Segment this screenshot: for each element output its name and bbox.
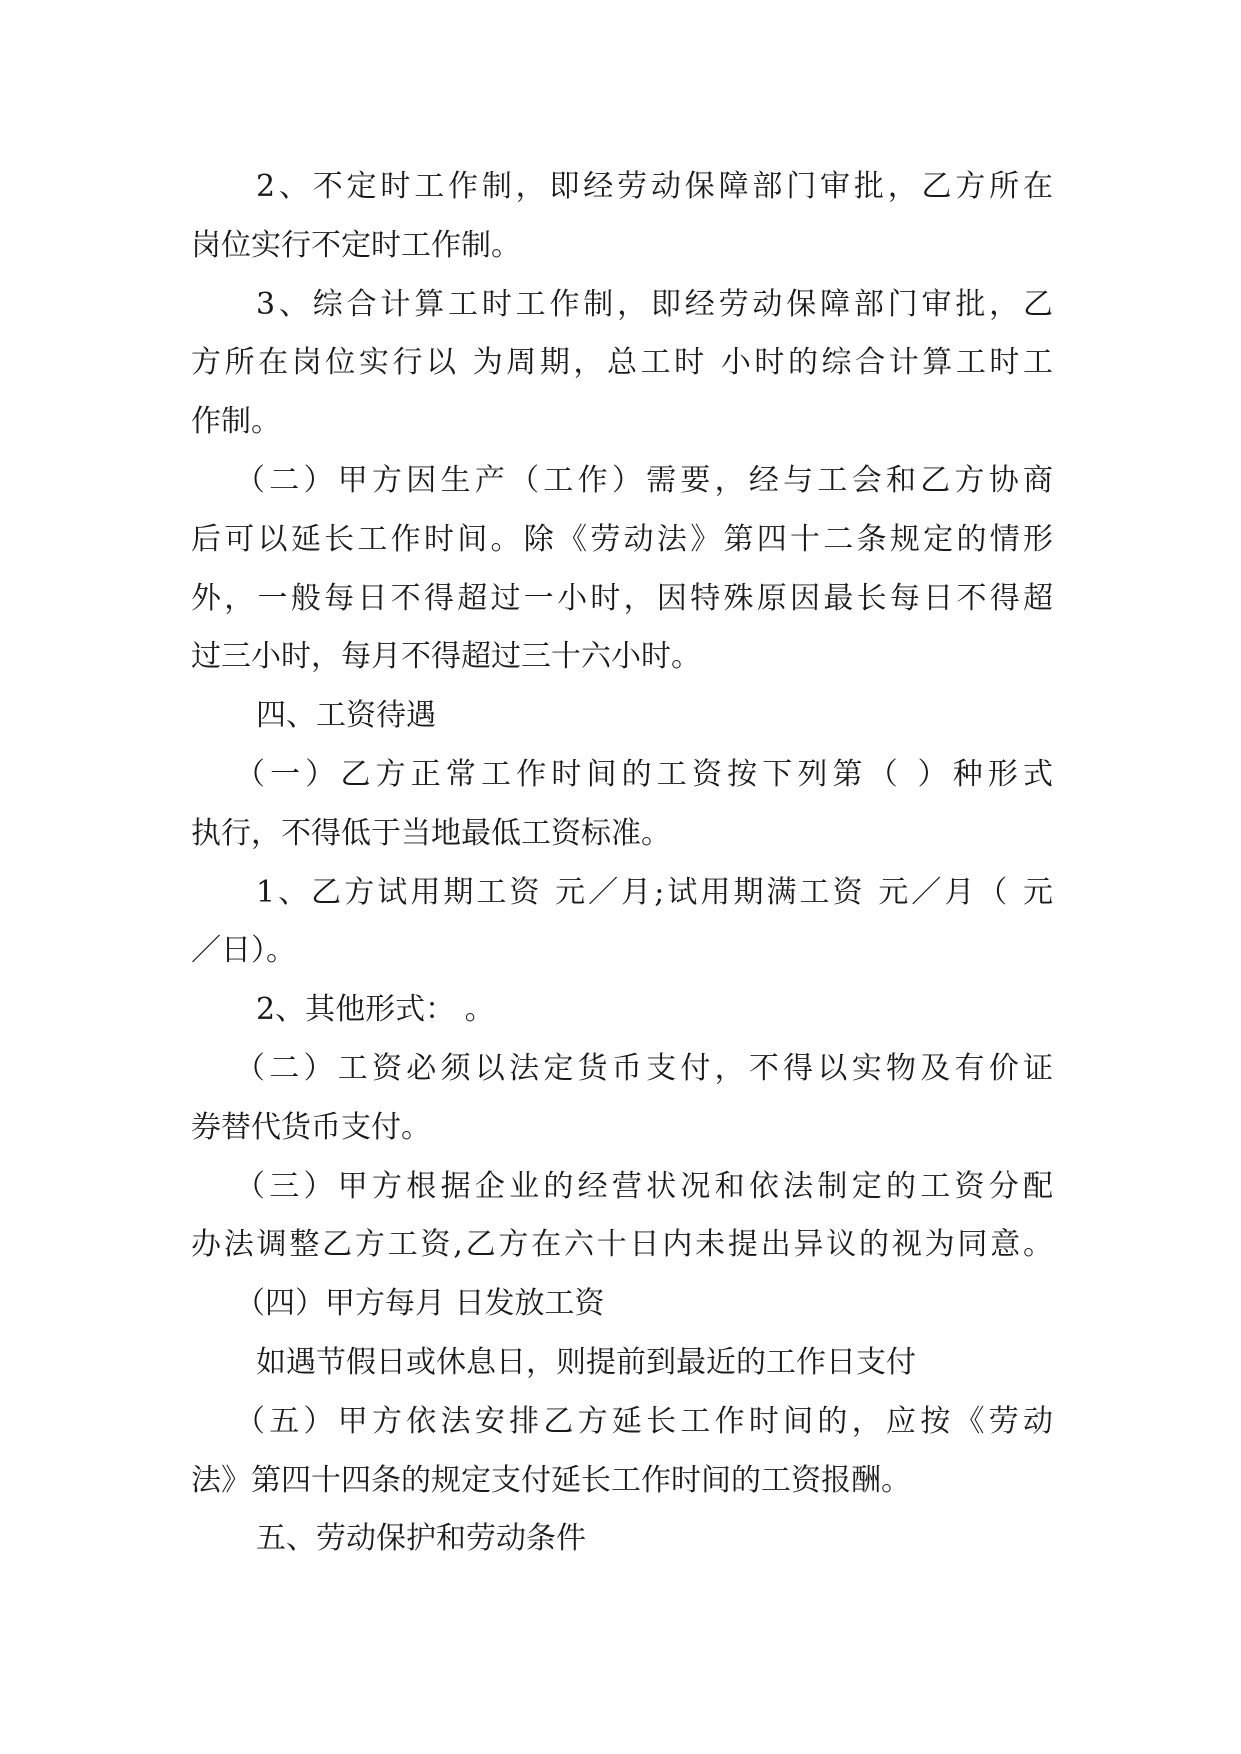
paragraph-line: 办法调整乙方工资,乙方在六十日内未提出异议的视为同意。 (191, 1227, 1053, 1263)
section-heading: 四、工资待遇 (256, 698, 436, 734)
paragraph-line: 如遇节假日或休息日，则提前到最近的工作日支付 (256, 1344, 916, 1380)
paragraph-line: 方所在岗位实行以 为周期，总工时 小时的综合计算工时工 (191, 345, 1053, 381)
paragraph-line: 3、综合计算工时工作制，即经劳动保障部门审批，乙 (256, 286, 1053, 322)
paragraph-line: 法》第四十四条的规定支付延长工作时间的工资报酬。 (191, 1462, 911, 1498)
paragraph-line: 2、其他形式： 。 (256, 992, 495, 1028)
paragraph-line: （三）甲方根据企业的经营状况和依法制定的工资分配 (235, 1168, 1053, 1204)
paragraph-line: （一）乙方正常工作时间的工资按下列第（ ）种形式 (235, 756, 1053, 792)
paragraph-line: 券替代货币支付。 (191, 1109, 431, 1145)
paragraph-line: 1、乙方试用期工资 元／月;试用期满工资 元／月（ 元 (256, 874, 1053, 910)
paragraph-line: 外，一般每日不得超过一小时，因特殊原因最长每日不得超 (191, 580, 1053, 616)
paragraph-line: 后可以延长工作时间。除《劳动法》第四十二条规定的情形 (191, 521, 1053, 557)
paragraph-line: ／日）。 (191, 933, 296, 969)
paragraph-line: （五）甲方依法安排乙方延长工作时间的，应按《劳动 (235, 1403, 1053, 1439)
paragraph-line: 过三小时，每月不得超过三十六小时。 (191, 639, 701, 675)
contract-body-text (191, 158, 1053, 1569)
paragraph-line: （四）甲方每月 日发放工资 (235, 1286, 605, 1322)
paragraph-line: （二）甲方因生产（工作）需要，经与工会和乙方协商 (235, 462, 1053, 498)
paragraph-line: 作制。 (191, 404, 281, 440)
paragraph-line: 2、不定时工作制，即经劳动保障部门审批，乙方所在 (256, 169, 1053, 204)
section-heading: 五、劳动保护和劳动条件 (256, 1521, 586, 1557)
paragraph-line: （二）工资必须以法定货币支付，不得以实物及有价证 (235, 1050, 1053, 1086)
paragraph-line: 岗位实行不定时工作制。 (191, 227, 521, 263)
paragraph-line: 执行，不得低于当地最低工资标准。 (191, 815, 671, 851)
